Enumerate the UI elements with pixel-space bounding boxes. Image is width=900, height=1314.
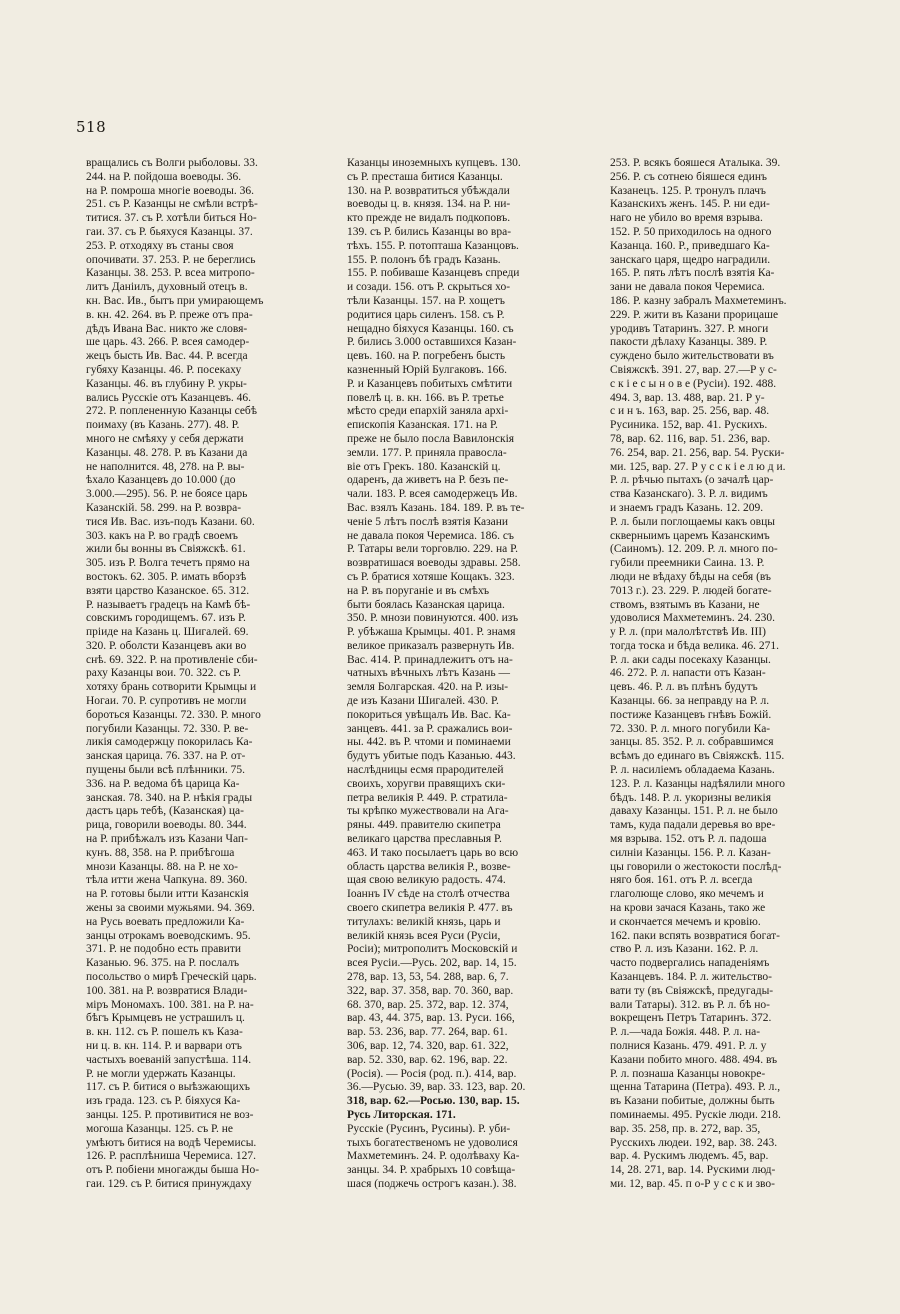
text-line: с к і е с ы н о в е (Русіи). 192. 488. [610,377,777,390]
text-column-left [86,157,332,1192]
text-line: 253. Р. отходяху въ станы своя [86,239,234,252]
text-line: великаго царства преславныя Р. [347,833,502,846]
text-line: тамъ, куда падали деревья во вре- [610,819,776,832]
text-line: Р. л. насиліемъ обладаема Казань. [610,764,775,777]
text-line: на Р. въ поруганіе и въ смѣхъ [347,584,490,597]
text-line: Казанцы. 66. за неправду на Р. л. [610,695,770,708]
text-line: занскаго царя, щедро наградили. [610,253,771,266]
text-line: съ Р. братися хотяше Кощакъ. 323. [347,570,515,583]
text-line: 78, вар. 62. 116, вар. 51. 236, вар. [610,432,771,445]
text-line: 100. 381. на Р. возвратися Влади- [86,984,248,997]
text-line: мѣсто среди епархій заняла архі- [347,405,509,418]
text-line: Казанскихъ женъ. 145. Р. ни еди- [610,198,770,211]
text-line: Росіи); митрополитъ Московскій и [347,943,518,956]
text-line: гаи. 129. съ Р. битися принуждаху [86,1177,252,1190]
text-line: казненный Юрій Булгаковъ. 166. [347,363,508,376]
text-line: 165. Р. пять лѣтъ послѣ взятія Ка- [610,267,775,280]
text-line: ше царь. 43. 266. Р. всея самодер- [86,336,250,349]
text-line: 305. изъ Р. Волга течетъ прямо на [86,557,250,570]
text-line: наго не убило во время взрыва. [610,212,763,225]
text-line: тогда тоска и бѣда велика. 46. 271. [610,639,779,652]
text-line: поминаемы. 495. Рускіе люди. 218. [610,1108,781,1121]
text-line: преже не было посла Вавилонскія [347,432,515,445]
text-line: 303. какъ на Р. во градѣ своемъ [86,529,238,542]
text-line: совскимъ городищемъ. 67. изъ Р. [86,612,246,625]
text-line: воеводы ц. в. князя. 134. на Р. ни- [347,198,511,211]
text-line: 251. съ Р. Казанцы не смѣли встрѣ- [86,198,258,211]
text-line: Вас. 414. Р. принадлежитъ отъ на- [347,653,513,666]
text-line: удоволися Махметеминъ. 24. 230. [610,612,775,625]
text-line: возвратишася воеводы здравы. 258. [347,557,521,570]
text-line: уродивъ Татаринъ. 327. Р. многи [610,322,769,335]
text-line: мнози Казанцы. 88. на Р. не хо- [86,860,238,873]
text-line: пріиде на Казань ц. Шигалей. 69. [86,626,249,639]
text-line: 318, вар. 62.—Росью. 130, вар. 15. [347,1095,520,1108]
text-line: чатныхъ вѣчныхъ лѣтъ Казань — [347,667,510,680]
text-line: занцы отрокамъ воеводскимъ. 95. [86,929,251,942]
text-line: суждено было жительствовати въ [610,350,774,363]
text-line: всея Русіи.—Русь. 202, вар. 14, 15. [347,957,517,970]
text-line: Русскіе (Русинъ, Русины). Р. уби- [347,1122,511,1135]
text-line: цы говорили о жестокости послѣд- [610,860,782,873]
text-line: и скончается мечемъ и кровію. [610,915,761,928]
text-line: 278, вар. 13, 53, 54. 288, вар. 6, 7. [347,971,509,984]
text-line: 126. Р. расплѣниша Черемиса. 127. [86,1150,257,1163]
text-line: 350. Р. мнози повинуются. 400. изъ [347,612,519,625]
text-line: глаголюще слово, яко мечемъ и [610,888,764,901]
text-line: вар. 52. 330, вар. 62. 196, вар. 22. [347,1053,508,1066]
text-line: въ Казани побитые, должны быть [610,1095,775,1108]
text-line: взяти царство Казанское. 65. 312. [86,584,250,597]
text-line: с и н ъ. 163, вар. 25. 256, вар. 48. [610,405,770,418]
text-line: Казанскій. 58. 299. на Р. возвра- [86,501,242,514]
text-line: 14, 28. 271, вар. 14. Рускими люд- [610,1164,776,1177]
text-line: много не смѣяху у себя держати [86,432,244,445]
text-line: изъ града. 123. съ Р. біяхуся Ка- [86,1095,241,1108]
text-column-middle [347,157,593,1192]
text-line: ми. 125, вар. 27. Р у с с к і е л ю д и. [610,460,786,473]
text-line: Русскихъ людеи. 192, вар. 38. 243. [610,1136,778,1149]
text-line: 494. 3, вар. 13. 488, вар. 21. Р у- [610,391,765,404]
text-line: 7013 г.). 23. 229. Р. людей богате- [610,584,772,597]
text-line: дастъ царь тебѣ, (Казанская) ца- [86,805,244,818]
text-line: вались Русскіе отъ Казанцевъ. 46. [86,391,252,404]
text-line: 186. Р. казну забралъ Махметеминъ. [610,294,787,307]
text-line: занцы. 125. Р. противитися не воз- [86,1108,254,1121]
text-line: ликія самодержцу покорилась Ка- [86,736,253,749]
text-line: занская. 78. 340. на Р. нѣкія грады [86,791,253,804]
text-line: де изъ Казани Шигалей. 430. Р. [347,695,499,708]
text-line: ство Р. л. изъ Казани. 162. Р. л. [610,943,759,956]
text-line: тися Ив. Вас. изъ-подъ Казани. 60. [86,515,255,528]
text-line: тѣла итти жена Чапкуна. 89. 360. [86,874,248,887]
text-line: 336. на Р. ведома бѣ царица Ка- [86,777,240,790]
text-line: міръ Мономахъ. 100. 381. на Р. на- [86,998,254,1011]
text-line: поимаху (въ Казань. 277). 48. Р. [86,419,240,432]
text-line: цевъ. 160. на Р. погребенъ бысть [347,350,506,363]
text-line: постиже Казанцевъ гнѣвъ Божій. [610,708,772,721]
text-line: 229. Р. жити въ Казани прорицаше [610,308,779,321]
text-line: Р. л.—чада Божія. 448. Р. л. на- [610,1026,761,1039]
text-line: 117. съ Р. битися о выѣзжающихъ [86,1081,250,1094]
text-line: Вас. взялъ Казань. 184. 189. Р. въ те- [347,501,525,514]
text-line: 68. 370, вар. 25. 372, вар. 12. 374, [347,998,509,1011]
text-line: и созади. 156. отъ Р. скрыться хо- [347,281,511,294]
text-line: 155. Р. полонъ бѣ градъ Казань. [347,253,501,266]
text-line: полнися Казань. 479. 491. Р. л. у [610,1040,767,1052]
text-line: 306, вар. 12, 74. 320, вар. 61. 322, [347,1040,509,1052]
text-line: на крови зачася Казань, тако же [610,902,766,915]
text-column-right [610,157,856,1192]
text-line: на Р. прибѣжалъ изъ Казани Чап- [86,833,248,846]
text-line: щая свою великую радость. 474. [347,874,506,887]
text-line: титулахъ: великій князь, царь и [347,915,501,928]
text-line: частыхъ вoеваній запустѣша. 114. [86,1053,252,1066]
text-line: отъ Р. побіени многажды быша Но- [86,1164,260,1177]
text-line: люди не вѣдаху бѣды на себя (въ [610,570,772,583]
text-line: опочивати. 37. 253. Р. не береглись [86,253,256,266]
text-line: занцы. 34. Р. храбрыхъ 10 совѣща- [347,1164,516,1177]
text-line: шася (поджечь острогъ казан.). 38. [347,1177,517,1190]
text-line: в. кн. 112. съ Р. пошелъ къ Каза- [86,1026,243,1039]
text-line: вращались съ Волги рыболовы. 33. [86,157,258,169]
text-line: Р. л. познаша Казанцы новокре- [610,1067,766,1080]
text-line: 322, вар. 37. 358, вар. 70. 360, вар. [347,984,514,997]
text-line: Казанью. 96. 375. на Р. послалъ [86,957,240,970]
text-line: земля Болгарская. 420. на Р. изы- [347,681,509,694]
text-line: Ногаи. 70. Р. супротивъ не могли [86,695,247,708]
text-line: рица, говорили воеводы. 80. 344. [86,819,247,832]
text-line: 76. 254, вар. 21. 256, вар. 54. Руски- [610,446,785,459]
text-line: чали. 183. Р. всея самодержецъ Ив. [347,488,518,501]
text-line: 130. на Р. возвратиться убѣждали [347,184,510,197]
text-line: Р. называетъ градецъ на Камѣ бѣ- [86,598,251,611]
text-line: жили бы вонны въ Свіяжскѣ. 61. [86,543,246,556]
text-line: тѣхъ. 155. Р. потопташа Казанцовъ. [347,239,519,252]
text-line: посольство о мирѣ Греческій царь. [86,971,257,984]
text-line: Р. и Казанцевъ побитыхъ смѣтити [347,377,513,390]
text-line: и знаемъ градъ Казань. 12. 209. [610,501,764,514]
text-line: Р. л. рѣчью пытахъ (о зачалѣ цар- [610,474,774,487]
text-line: бѣгъ Крымцевъ не устрашилъ ц. [86,1012,245,1025]
text-line: (Саиномъ). 12. 209. Р. л. много по- [610,543,778,556]
text-line: нещадно біяхуся Казанцы. 160. съ [347,322,514,335]
text-line: (Росія). — Росія (род. п.). 414, вар. [347,1067,517,1080]
text-line: Р. л. были поглощаемы какъ овцы [610,515,775,528]
text-line: Р. убѣжаша Крымцы. 401. Р. знамя [347,626,516,639]
text-line: наслѣдницы есмя прародителей [347,764,504,777]
text-line: ряны. 449. правителю скипетра [347,819,501,832]
text-line: вар. 35. 258, пр. в. 272, вар. 35, [610,1122,761,1135]
text-line: 3.000.—295). 56. Р. не боясе царь [86,488,248,501]
text-line: жецъ бысть Ив. Вас. 44. Р. всегда [86,350,248,363]
text-line: Р. л. аки сады посекаху Казанцы. [610,653,771,666]
text-line: губяху Казанцы. 46. Р. посекаху [86,363,242,376]
text-line: губили преемники Саина. 13. Р. [610,557,765,570]
text-line: земли. 177. Р. приняла правосла- [347,446,507,459]
text-line: своего скипетра великія Р. 477. въ [347,902,513,915]
text-line: няго боя. 161. отъ Р. л. всегда [610,874,753,887]
text-line: 139. съ Р. бились Казанцы во вра- [347,225,512,238]
text-line: Казанцы. 38. 253. Р. всеа митропо- [86,267,255,280]
text-line: Казанцевъ. 184. Р. л. жительство- [610,971,772,984]
text-line: умѣютъ битися на водѣ Черемисы. [86,1136,257,1149]
text-line: занская царица. 76. 337. на Р. от- [86,750,246,763]
text-line: занцы. 85. 352. Р. л. собравшимся [610,736,774,749]
text-line: будутъ убитые подъ Казанью. 443. [347,750,516,763]
text-line: вати ту (въ Свіяжскѣ, предугады- [610,984,774,997]
text-line: не наполнится. 48, 278. на Р. вы- [86,460,245,473]
text-line: погубили Казанцы. 72. 330. Р. ве- [86,722,249,735]
text-line: тѣли Казанцы. 157. на Р. хощетъ [347,294,505,307]
text-line: вар. 4. Рускимъ людемъ. 45, вар. [610,1150,769,1163]
text-line: щенна Татарина (Петра). 493. Р. л., [610,1081,781,1094]
text-line: Казанцы. 46. въ глубину Р. укры- [86,377,247,390]
text-line: 36.—Русью. 39, вар. 33. 123, вар. 20. [347,1081,526,1094]
text-line: Р. бились 3.000 оставшихся Казан- [347,336,517,349]
text-line: жены за своими мужьями. 94. 369. [86,902,255,915]
text-line: снѣ. 69. 322. Р. на противленіе сби- [86,653,258,666]
text-line: могоша Казанцы. 125. съ Р. не [86,1122,233,1135]
text-line: Казани побито много. 488. 494. въ [610,1053,778,1066]
text-line: ни ц. в. кн. 114. Р. и варвари отъ [86,1040,242,1052]
text-line: не давала покоя Черемиса. 186. съ [347,529,514,542]
text-line: 244. на Р. пойдоша воеводы. 36. [86,170,242,183]
text-line: ми. 12, вар. 45. п о-Р у с с к и зво- [610,1177,775,1190]
text-line: ѣхало Казанцевъ до 10.000 (до [86,474,236,487]
text-line: занцевъ. 441. за Р. сражались вои- [347,722,513,735]
text-line: Русь Литорская. 171. [347,1108,456,1121]
text-line: кунъ. 88, 358. на Р. прибѣгоша [86,846,235,859]
text-line: Русиника. 152, вар. 41. Рускихъ. [610,419,768,432]
text-line: 72. 330. Р. л. много погубили Ка- [610,722,771,735]
text-line: всѣмъ до единаго въ Свіяжскѣ. 115. [610,750,785,763]
text-line: 152. Р. 50 приходилось на одного [610,225,772,238]
text-line: в. кн. 42. 264. въ Р. преже отъ пра- [86,308,253,321]
text-line: на Русь воевать предложили Ка- [86,915,245,928]
text-line: ны. 442. въ Р. чтоми и поминаеми [347,736,511,749]
text-line: Казанцы иноземныхъ купцевъ. 130. [347,157,521,169]
text-line: епископія Казанская. 171. на Р. [347,419,498,432]
text-line: пущены были всѣ плѣнники. 75. [86,764,246,777]
text-line: скверныимъ царемъ Казанскимъ [610,529,770,542]
text-line: тыхъ богатественомъ не удоволися [347,1136,518,1149]
text-line: гаи. 37. съ Р. бьяхуся Казанцы. 37. [86,225,253,238]
text-line: 123. Р. л. Казанцы надѣялили много [610,777,786,790]
text-line: кн. Вас. Ив., бытъ при умирающемъ [86,294,264,307]
text-line: петра великія Р. 449. Р. стратила- [347,791,508,804]
text-line: Р. не могли удержать Казанцы. [86,1067,236,1080]
text-line: у Р. л. (при малолѣтствѣ Ив. III) [610,626,766,639]
text-line: 371. Р. не подобно есть правити [86,943,242,956]
text-line: великій князь всея Руси (Русіи, [347,929,501,942]
text-line: ченіе 5 лѣтъ послѣ взятія Казани [347,515,509,528]
text-line: 463. И тако посылаетъ царь во всю [347,846,519,859]
text-line: на Р. помроша многіе воеводы. 36. [86,184,255,197]
text-line: даваху Казанцы. 151. Р. л. не было [610,805,778,818]
text-line: вали Татары). 312. въ Р. л. бѣ но- [610,998,770,1011]
text-line: титися. 37. съ Р. хотѣли биться Но- [86,212,257,225]
text-line: повелѣ ц. в. кн. 166. въ Р. третье [347,391,504,404]
page-number: 518 [76,118,107,136]
text-line: родитися царь силенъ. 158. съ Р. [347,308,505,321]
text-line: вар. 43, 44. 375, вар. 13. Руси. 166, [347,1012,515,1025]
text-line: зани не давала покоя Черемиса. [610,281,765,294]
text-line: область царства великія Р., возве- [347,860,511,873]
text-line: цевъ. 46. Р. л. въ плѣнъ будутъ [610,681,758,694]
text-line: пакости дѣлаху Казанцы. 389. Р. [610,336,768,349]
text-line: 46. 272. Р. л. напасти отъ Казан- [610,667,766,680]
text-line: Казанецъ. 125. Р. тронулъ плачъ [610,184,766,197]
text-line: бѣдъ. 148. Р. л. укоризны великія [610,791,771,804]
text-line: 253. Р. всякъ бояшеся Аталыка. 39. [610,157,781,169]
text-line: мя взрыва. 152. отъ Р. л. падоша [610,833,767,846]
text-line: покориться увѣщалъ Ив. Вас. Ка- [347,708,511,721]
text-line: съ Р. престаша битися Казанцы. [347,170,503,183]
text-line: дѣдъ Ивана Вас. никто же словя- [86,322,248,335]
text-line: 272. Р. поплененную Казанцы себѣ [86,405,258,418]
text-line: на Р. готовы были итти Казанскія [86,888,249,901]
text-line: Р. Татары вели торговлю. 229. на Р. [347,543,518,556]
text-line: раху Казанцы вои. 70. 322. съ Р. [86,667,241,680]
text-line: быти боялась Казанская царица. [347,598,505,611]
text-line: 155. Р. побиваше Казанцевъ спреди [347,267,520,280]
text-line: ства Казанскаго). 3. Р. л. видимъ [610,488,768,501]
text-line: Свіяжскѣ. 391. 27, вар. 27.—Р у с- [610,363,777,376]
text-line: 320. Р. оболсти Казанцевъ аки во [86,639,247,652]
text-line: часто подвергались нападеніямъ [610,957,770,970]
text-line: одаренъ, да живетъ на Р. безъ пе- [347,474,509,487]
text-line: Іоаннъ IV сѣде на столѣ отчества [347,888,510,901]
text-line: Казанцы. 48. 278. Р. въ Казани да [86,446,248,459]
text-line: кто прежде не видалъ подкоповъ. [347,212,511,225]
text-line: востокъ. 62. 305. Р. имать вборзѣ [86,570,247,583]
text-line: ствомъ, взятымъ въ Казани, не [610,598,760,611]
text-line: силніи Казанцы. 156. Р. л. Казан- [610,846,771,859]
text-line: Махметеминъ. 24. Р. одолѣваху Ка- [347,1150,520,1163]
text-line: ты крѣпко мужествовали на Ага- [347,805,509,818]
text-line: вокрещенъ Петръ Татаринъ. 372. [610,1012,772,1025]
text-line: великое приказалъ развернуть Ив. [347,639,515,652]
text-line: 162. паки вспять возвратися богат- [610,929,780,942]
text-line: вар. 53. 236, вар. 77. 264, вар. 61. [347,1026,508,1039]
text-line: бороться Казанцы. 72. 330. Р. много [86,708,261,721]
text-line: Казанца. 160. Р., приведшаго Ка- [610,239,770,252]
text-line: хотяху брань сотворити Крымцы и [86,681,257,694]
text-line: литъ Даніилъ, духовный отецъ в. [86,281,248,294]
text-line: 256. Р. съ сотнею біяшеся единъ [610,170,767,183]
text-line: своихъ, хоругви правящихъ ски- [347,777,506,790]
text-line: віе отъ Грекъ. 180. Казанскій ц. [347,460,501,473]
